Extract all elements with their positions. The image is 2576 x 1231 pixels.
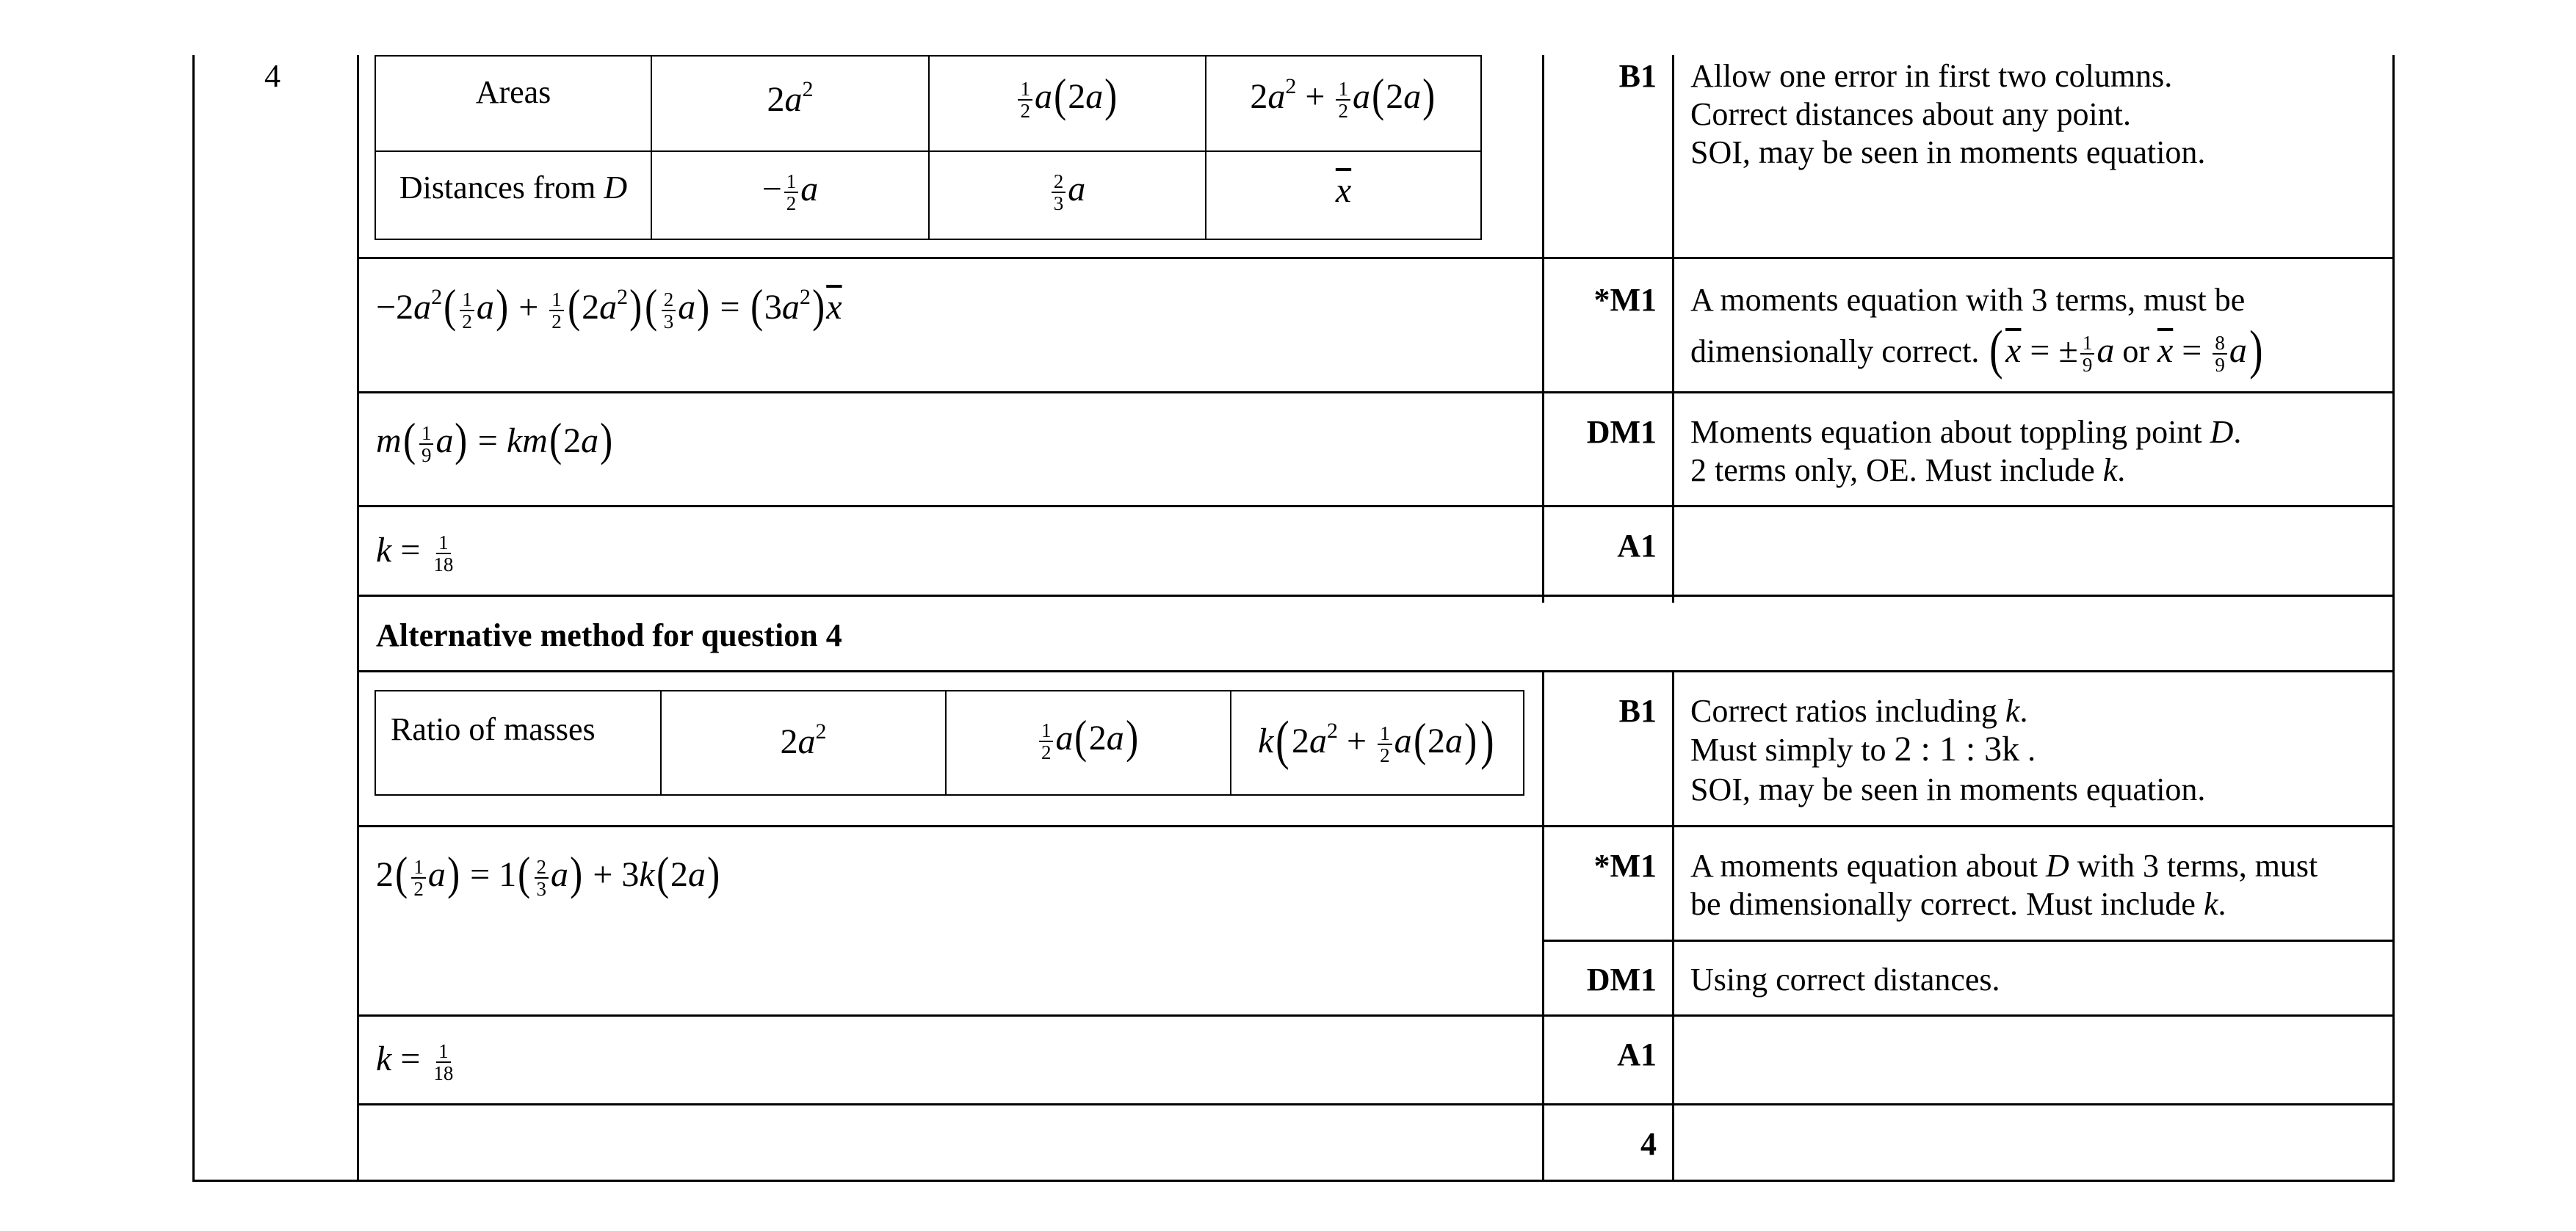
ratio-table-top <box>375 690 1524 691</box>
areas-cell-rect: $2a^2$ <box>767 77 814 119</box>
mark-m1: *M1 <box>1593 282 1657 318</box>
mark-b1: B1 <box>1618 58 1657 94</box>
row-divider-1 <box>357 257 2395 259</box>
guidance-m1-line1: A moments equation with 3 terms, must be <box>1690 282 2246 318</box>
outer-left-border <box>192 55 195 1182</box>
marks-column-border <box>1672 55 1674 603</box>
ratio-cell-total: $k(2a^2$ + $\frac{1}{2}$ a(2a)) <box>1258 711 1494 771</box>
ratio-table-bottom <box>375 794 1524 796</box>
areas-cell-total: $2a^2$ + $\frac{1}{2}$ a(2a) <box>1250 69 1436 122</box>
alt-guidance-b1-line3: SOI, may be seen in moments equation. <box>1690 771 2206 807</box>
guidance-b1-line1: Allow one error in first two columns. <box>1690 58 2173 94</box>
distance-cell-rect: − $\frac{1}{2}$ a <box>761 170 819 214</box>
ratio-cell-triangle: $\frac{1}{2}$ a(2a) <box>947 713 1230 763</box>
areas-cell-triangle: $\frac{1}{2}$ a(2a) <box>930 72 1205 121</box>
alt-guidance-dm1: Using correct distances. <box>1690 962 2000 998</box>
guidance-b1-line2: Correct distances about any point. <box>1690 96 2131 132</box>
areas-row-label: Areas <box>475 74 551 110</box>
guidance-dm1-line2: 2 terms only, OE. Must include k. <box>1690 452 2126 488</box>
row-divider-3 <box>357 505 2395 507</box>
alt-guidance-m1-line1: A moments equation about D with 3 terms, must <box>1690 848 2318 884</box>
alt-mark-b1: B1 <box>1618 693 1657 729</box>
row-divider-8 <box>357 1014 2395 1017</box>
ratio-table-left <box>375 690 376 796</box>
alt-guidance-b1-line1: Correct ratios including k. <box>1690 693 2028 729</box>
alternative-method-heading: Alternative method for question 4 <box>376 617 842 653</box>
mark-a1: A1 <box>1617 528 1657 564</box>
distance-cell-xbar: $\overline{x}$ <box>1335 171 1352 210</box>
ratio-cell-rect: $2a^2$ <box>780 719 827 761</box>
guidance-b1-line3: SOI, may be seen in moments equation. <box>1690 134 2206 170</box>
guidance-m1-line2: dimensionally correct. ($\overline{x}$ = ± $\frac{1}{9}$ a or $\overline{x}$ = $\frac{8}{9}$ a) <box>1690 320 2263 380</box>
mark-dm1: DM1 <box>1586 414 1657 450</box>
alt-moments-equation: 2( $\frac{1}{2}$ a) = 1( $\frac{2}{3}$ a) + 3k(2a) <box>376 847 720 900</box>
row-divider-4 <box>357 595 2395 597</box>
moments-equation: $-2a^2$( $\frac{1}{2}$ a) + $\frac{1}{2}$ $(2a^2)$( $\frac{2}{3}$ $a) = (3a^2)\overline{x}$ <box>376 280 842 333</box>
areas-table-right <box>1480 55 1482 240</box>
alt-mark-dm1: DM1 <box>1586 962 1657 998</box>
question-column-border <box>357 55 359 1182</box>
ratio-table-right <box>1523 690 1524 796</box>
distance-cell-triangle: $\frac{2}{3}$ a <box>930 169 1205 214</box>
guidance-dm1-line1: Moments equation about toppling point D. <box>1690 414 2242 450</box>
total-mark: 4 <box>1640 1126 1657 1162</box>
row-divider-5 <box>357 670 2395 672</box>
toppling-equation: m( $\frac{1}{9}$ a) = km(2a) <box>376 413 613 466</box>
alt-mark-a1: A1 <box>1617 1036 1657 1072</box>
alt-mark-m1: *M1 <box>1593 848 1657 884</box>
row-divider-7 <box>1542 940 2395 942</box>
bottom-border <box>192 1180 2395 1182</box>
row-divider-2 <box>357 391 2395 393</box>
outer-right-border <box>2392 55 2395 1182</box>
question-number: 4 <box>264 58 281 94</box>
answer-column-border <box>1542 55 1544 603</box>
alt-k-answer: k = $\frac{1}{18}$ <box>376 1039 454 1084</box>
alt-guidance-m1-line2: be dimensionally correct. Must include k. <box>1690 886 2226 922</box>
row-divider-9 <box>357 1103 2395 1105</box>
k-answer: k = $\frac{1}{18}$ <box>376 531 454 575</box>
distances-row-label: Distances from D <box>399 170 628 206</box>
alt-guidance-b1-line2: Must simply to 2 : 1 : 3k . <box>1690 730 2036 769</box>
row-divider-6 <box>357 825 2395 827</box>
ratio-row-label: Ratio of masses <box>391 711 596 747</box>
